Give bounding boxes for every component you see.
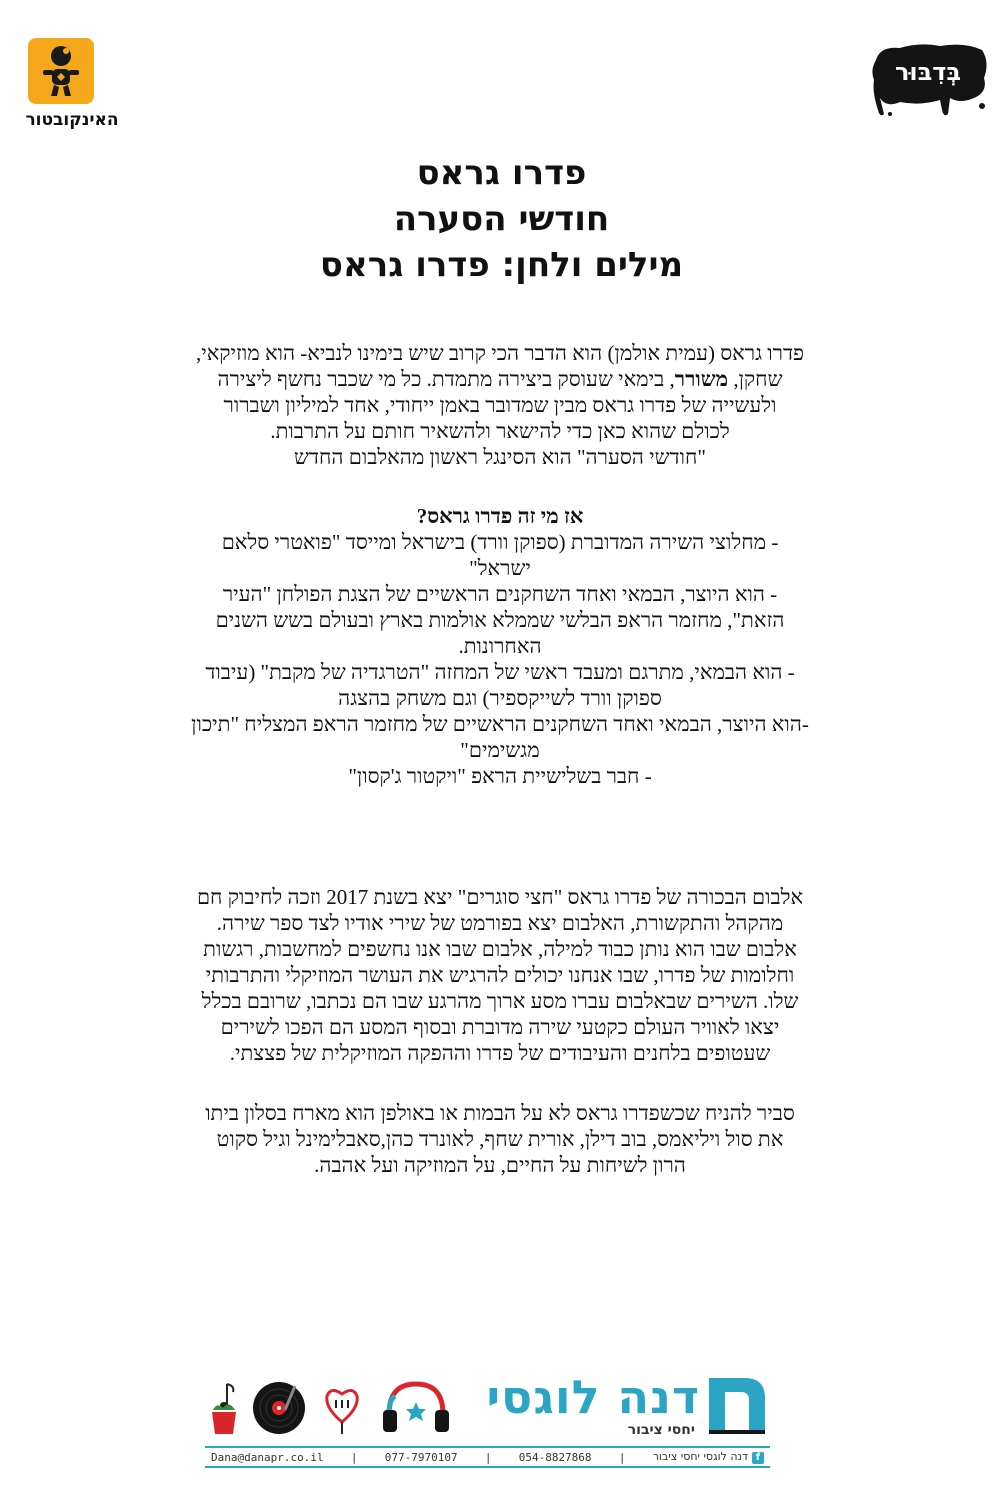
salon-paragraph (100, 1100, 900, 1178)
album-line: מהקהל והתקשורת, האלבום יצא בפורמט של שירי אודיו לצד ספר שירה. (216, 911, 784, 935)
pr-contact-bar (205, 1446, 770, 1468)
pr-footer (205, 1372, 770, 1472)
pr-phone[interactable]: 077-7970107 (384, 1450, 458, 1464)
album-line: יצאו לאוויר העולם כקטעי שירה מדוברת ובסוף המסע הם הפכו לשירים (220, 1015, 780, 1039)
who-item: - הוא היוצר, הבמאי ואחד השחקנים הראשיים של הצגת הפולחן "העיר (222, 582, 778, 606)
pr-facebook-label: דנה לוגסי יחסי ציבור (652, 1450, 748, 1463)
incubator-logo (22, 38, 122, 133)
title-artist: פדרו גראס (416, 153, 587, 193)
album-line: שעטופים בלחנים והעיבודים של פדרו וההפקה המוזיקלית של פצצתי. (229, 1041, 771, 1065)
intro-text: שחקן, (728, 367, 783, 391)
salon-line: את סול ויליאמס, בוב דילן, אורית שחף, לאונרד כהן,סאבלימינל וגיל סקוט (216, 1127, 784, 1151)
who-item: האחרונות. (458, 634, 542, 658)
intro-line: לכולם שהוא כאן כדי להישאר ולהשאיר חותם על התרבות. (270, 419, 730, 443)
intro-text: , בימאי שעוסק ביצירה מתמדת. כל מי שכבר נחשף ליצירה (217, 367, 675, 391)
intro-bold-word: משורר (674, 367, 729, 391)
intro-line: פדרו גראס (עמית אולמן) הוא הדבר הכי קרוב שיש בימינו לנביא- הוא מוזיקאי, (195, 341, 805, 365)
badubur-logo-text: בְּדִבּוּר (894, 58, 962, 86)
pr-logo-mark-icon (705, 1374, 769, 1438)
salon-line: סביר להניח שכשפדרו גראס לא על הבמות או באולפן הוא מארח בסלון ביתו (205, 1101, 795, 1125)
album-line: אלבום הבכורה של פדרו גראס "חצי סוגרים" יצא בשנת 2017 וזכה לחיבוק חם (196, 885, 804, 909)
who-item: - הוא הבמאי, מתרגם ומעבד ראשי של המחזה "הטרגדיה של מקבת" (עיבוד (205, 660, 795, 684)
baby-icon (28, 38, 94, 104)
divider: | (484, 1450, 492, 1464)
who-item: הזאת", מחזמר הראפ הבלשי שממלא אולמות בארץ ובעולם בשש השנים (215, 608, 785, 632)
who-item: - מחלוצי השירה המדוברת (ספוקן וורד) בישראל ומייסד "פואטרי סלאם (221, 530, 779, 554)
pr-company-subtitle: יחסי ציבור (627, 1422, 695, 1438)
badubur-logo (870, 40, 990, 120)
who-item: ישראל" (469, 556, 531, 580)
pr-company-name: דנה לוגסי (486, 1370, 700, 1424)
vinyl-record-icon (251, 1380, 307, 1436)
intro-line (100, 366, 900, 392)
album-paragraph (100, 884, 900, 1066)
title-credits: מילים ולחן: פדרו גראס (319, 245, 684, 285)
page-title (0, 150, 1003, 288)
who-item: ספוקן וורד לשייקספיר) וגם משחק בהצגה (338, 686, 662, 710)
pr-facebook[interactable] (653, 1450, 764, 1464)
who-item: מגשימים" (460, 738, 540, 762)
intro-paragraph (100, 340, 900, 470)
headphones-icon (381, 1378, 451, 1438)
salon-line: הרון לשיחות על החיים, על המוזיקה ועל אהבה. (314, 1153, 686, 1177)
pr-email[interactable]: Dana@danapr.co.il (211, 1450, 324, 1464)
heart-plug-icon (321, 1382, 363, 1436)
who-heading: אז מי זה פדרו גראס? (416, 504, 584, 528)
divider: | (350, 1450, 358, 1464)
intro-line: "חודשי הסערה" הוא הסינגל ראשון מהאלבום החדש (294, 445, 706, 469)
intro-line: ולעשייה של פדרו גראס מבין שמדובר באמן ייחודי, אחד למיליון ושברור (223, 393, 777, 417)
who-item: -הוא היוצר, הבמאי ואחד השחקנים הראשיים של מחזמר הראפ המצליח "תיכון (191, 712, 809, 736)
plant-pot-icon (207, 1380, 241, 1438)
who-section (100, 503, 900, 789)
pr-mobile[interactable]: 054-8827868 (518, 1450, 592, 1464)
facebook-icon: f (752, 1452, 764, 1464)
incubator-logo-badge (28, 38, 94, 104)
album-line: שלו. השירים שבאלבום עברו מסע ארוך מהרגע שבו הם נכתבו, שרובם בכלל (201, 989, 799, 1013)
title-song: חודשי הסערה (393, 199, 610, 239)
who-item: - חבר בשלישיית הראפ "ויקטור ג'קסון" (348, 764, 652, 788)
divider: | (618, 1450, 626, 1464)
incubator-logo-text: האינקובטור (25, 110, 119, 130)
album-line: אלבום שבו הוא נותן כבוד למילה, אלבום שבו אנו נחשפים למחשבות, רגשות (203, 937, 797, 961)
album-line: וחלומות של פדרו, שבו אנחנו יכולים להרגיש את העושר המוזיקלי והתרבותי (205, 963, 795, 987)
